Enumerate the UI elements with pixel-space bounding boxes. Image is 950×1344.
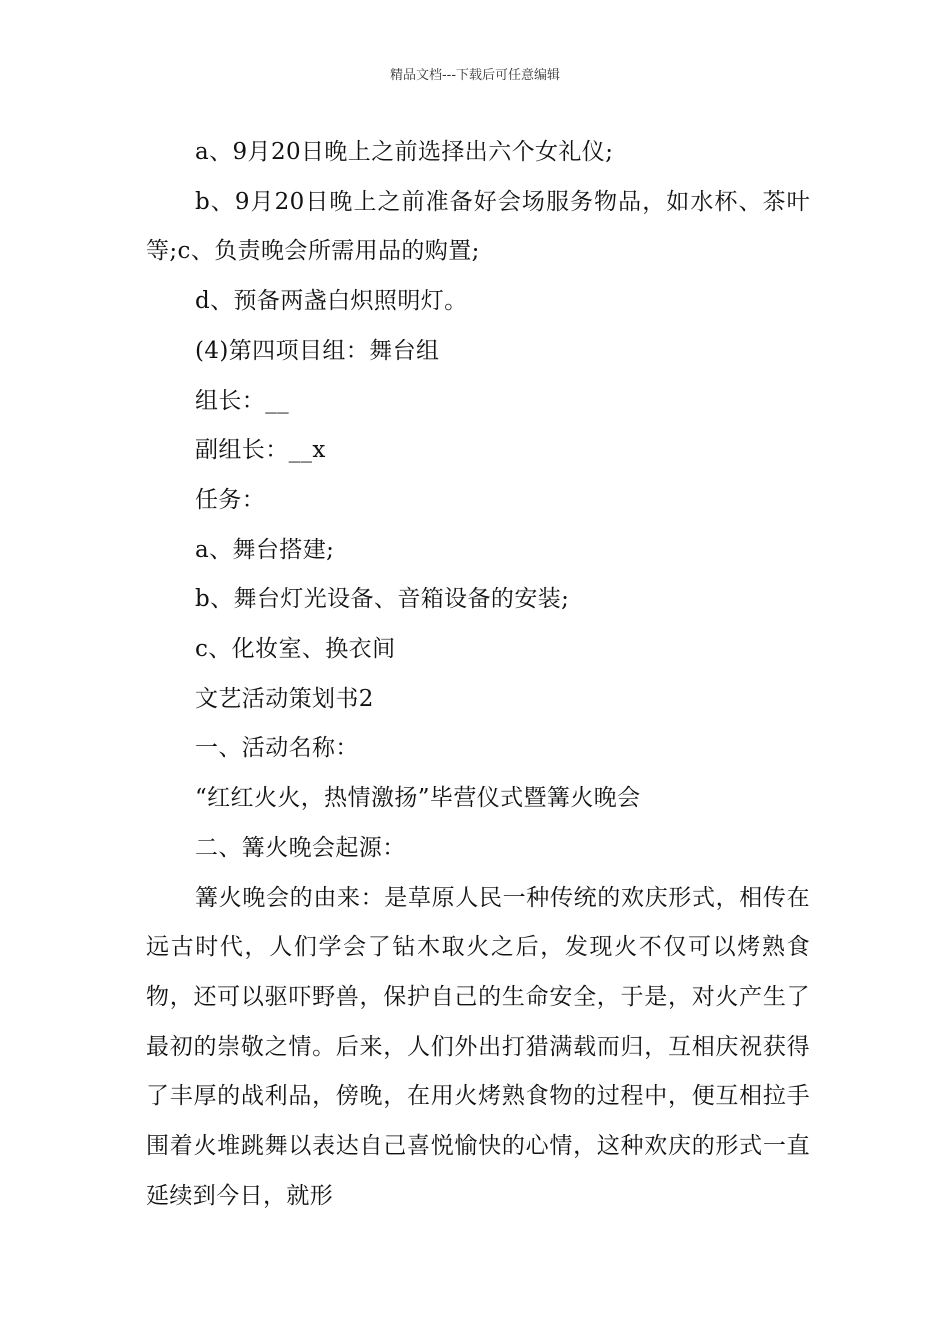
paragraph-deputy-leader: 副组长：__x (195, 437, 326, 464)
paragraph-task-b: b、9月20日晚上之前准备好会场服务物品，如水杯、茶叶等;c、负责晚会所需用品的购置; (146, 188, 810, 265)
paragraph-stage-task-c: c、化妆室、换衣间 (195, 636, 396, 663)
paragraph-stage-task-a: a、舞台搭建; (195, 536, 335, 563)
paragraph-stage-task-b: b、舞台灯光设备、音箱设备的安装; (195, 586, 570, 613)
paragraph-task-a: a、9月20日晚上之前选择出六个女礼仪; (195, 139, 614, 165)
paragraph-group-leader: 组长：__ (195, 387, 289, 414)
paragraph-activity-name: “红红火火，热情激扬”毕营仪式暨篝火晚会 (195, 785, 641, 812)
paragraph-group-four-title: (4)第四项目组：舞台组 (195, 337, 440, 364)
paragraph-bonfire-origin: 篝火晚会的由来：是草原人民一种传统的欢庆形式，相传在远古时代，人们学会了钻木取火之后，发现火不仅可以烤熟食物，还可以驱吓野兽，保护自己的生命安全，于是，对火产生了最初的崇敬之情。后来，人们外出打猎满载而归，互相庆祝获得了丰厚的战利品，傍晚，在用火烤熟食物的过程中，便互相拉手围着火堆跳舞以表达自己喜悦愉快的心情，这种欢庆的形式一直延续到今日，就形 (146, 884, 810, 1209)
heading-bonfire-origin: 二、篝火晚会起源： (195, 834, 406, 861)
section-title: 文艺活动策划书2 (195, 685, 374, 712)
heading-activity-name: 一、活动名称： (195, 735, 359, 762)
paragraph-task-d: d、预备两盏白炽照明灯。 (195, 288, 468, 315)
paragraph-tasks-label: 任务： (195, 486, 266, 513)
document-body (146, 128, 810, 1221)
page-header: 精品文档---下载后可任意编辑 (389, 68, 561, 83)
